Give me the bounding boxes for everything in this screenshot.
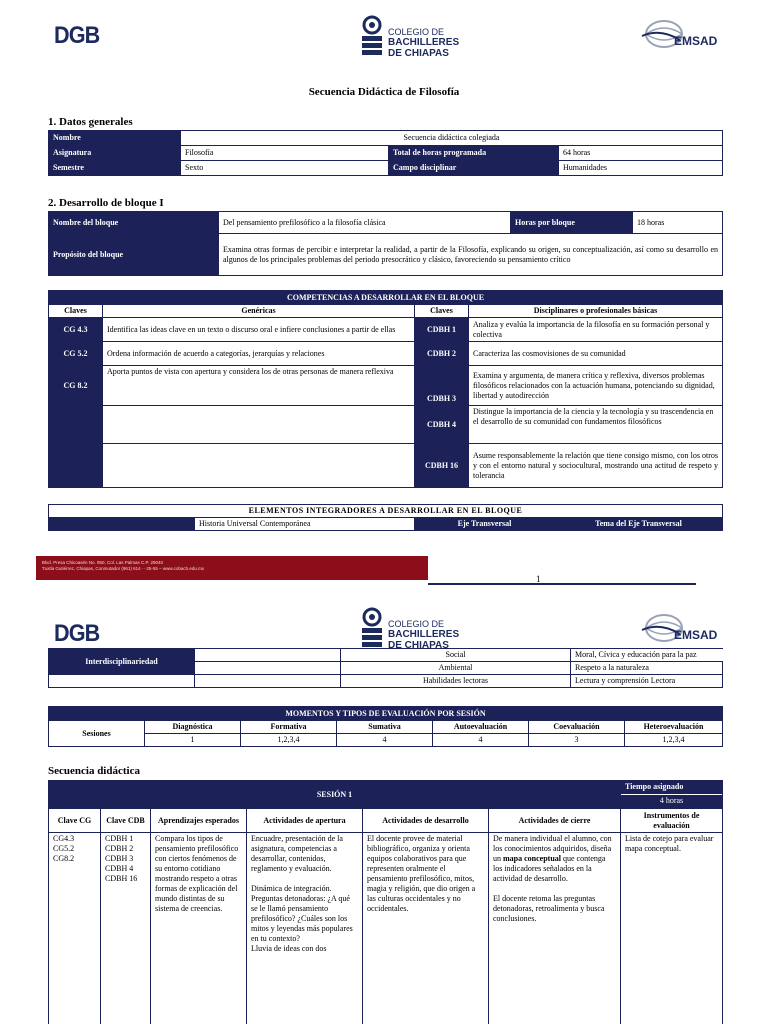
semestre-label: Semestre [49, 161, 181, 176]
apertura-cell [247, 833, 363, 1024]
nombre-bloque-value: Del pensamiento prefilosófico a la filosofía clásica [219, 212, 511, 234]
header-sumativa: Sumativa [337, 721, 433, 734]
cobach-logo-2 [360, 606, 460, 650]
valor-habilidades: Lectura y comprensión Lectora [571, 675, 723, 688]
page-number: 1 [536, 574, 541, 584]
footer-line2: Tuxtla Gutiérrez, Chiapas, Conmutador (961) 614 ···25-55 – www.cobach.edu.mx [42, 566, 205, 571]
cobach-line3: DE CHIAPAS [388, 640, 449, 651]
momentos-title: MOMENTOS Y TIPOS DE EVALUACIÓN POR SESIÓN [49, 707, 723, 721]
asignatura-label: Asignatura [49, 146, 181, 161]
generica-cell: Identifica las ideas clave en un texto o discurso oral e infiere conclusiones a partir de ellas [103, 318, 415, 342]
momentos-table [48, 706, 723, 747]
cobach-line2: BACHILLERES [388, 37, 460, 48]
cobach-emblem-icon [360, 606, 384, 648]
list-item: CG5.2 [53, 844, 75, 853]
proposito-label: Propósito del bloque [49, 234, 219, 276]
nombre-label: Nombre [49, 131, 181, 146]
list-item: CDBH 16 [105, 874, 138, 883]
col-disciplinares: Disciplinares o profesionales básicas [469, 305, 723, 318]
table-row [49, 366, 723, 406]
tipo-ambiental: Ambiental [341, 662, 571, 675]
clave-cg-list [49, 833, 101, 1024]
cierre-paragraph: El docente retoma las preguntas detonadoras, retroalimenta y busca conclusiones. [493, 894, 605, 923]
clave-cell [49, 444, 103, 488]
cierre-paragraph: De manera individual el alumno, con los conocimientos adquiridos, diseña un mapa conceptual que contenga los indicadores señalados en la actividad de desarrollo. [493, 834, 612, 883]
header-sesiones: Sesiones [49, 721, 145, 747]
clave2-cell: CDBH 1 [415, 318, 469, 342]
datos-generales-heading: 1. Datos generales [48, 116, 133, 128]
dgb-logo-2: DGB [54, 620, 100, 647]
list-item: CDBH 3 [105, 854, 134, 863]
list-item: CG8.2 [53, 854, 75, 863]
disciplinar-cell: Asume responsablemente la relación que tiene consigo mismo, con los otros y con el entorno natural y sociocultural, mostrando una actitud de respeto y tolerancia [469, 444, 723, 488]
clave-cell [49, 406, 103, 444]
campo-value: Humanidades [559, 161, 723, 176]
horas-bloque-value: 18 horas [633, 212, 723, 234]
page-divider [428, 583, 696, 585]
header-aprendizajes: Aprendizajes esperados [151, 809, 247, 833]
apertura-paragraph: Encuadre, presentación de la asignatura, competencias a desarrollar, contenidos, reglamento y evaluación. [251, 834, 343, 873]
value-autoevaluacion: 4 [433, 734, 529, 747]
cobach-logo [360, 14, 460, 58]
footer-line1: Blvd. Presa Chicoasén No. 950, Col. Las Palmas C.P. 29040 [42, 560, 163, 565]
header-autoevaluacion: Autoevaluación [433, 721, 529, 734]
elementos-title: ELEMENTOS INTEGRADORES A DESARROLLAR EN EL BLOQUE [49, 505, 723, 518]
list-item: CDBH 2 [105, 844, 134, 853]
clave2-cell: CDBH 2 [415, 342, 469, 366]
proposito-value: Examina otras formas de percibir e interpretar la realidad, a partir de la Filosofía, explicando su origen, su conceptualización, así como su desarrollo en algunos de los principales problemas del periodo presocrático y clásico, favoreciendo su pensamiento crítico [219, 234, 723, 276]
emsad-logo [640, 18, 716, 52]
header-clave-cdb: Clave CDB [101, 809, 151, 833]
valor-social: Moral, Cívica y educación para la paz [571, 649, 723, 662]
header-cierre: Actividades de cierre [489, 809, 621, 833]
generica-cell: Ordena información de acuerdo a categorías, jerarquías y relaciones [103, 342, 415, 366]
generica-cell: Aporta puntos de vista con apertura y considera los de otras personas de manera reflexiva [103, 366, 415, 406]
semestre-value: Sexto [181, 161, 389, 176]
tema-label: Tema del Eje Transversal [555, 518, 723, 531]
clave2-cell: CDBH 3 [415, 366, 469, 406]
emsad-text: EMSAD [674, 628, 718, 642]
apertura-paragraph: Preguntas detonadoras: ¿A qué se le llamó pensamiento prefilosófico? ¿Cuáles son los mitos y leyendas más populares en tu contexto? [251, 894, 353, 943]
apertura-paragraph: Lluvia de ideas con dos [251, 944, 327, 953]
cobach-line1: COLEGIO DE [388, 619, 445, 629]
footer-address [36, 556, 428, 580]
cobach-line2: BACHILLERES [388, 629, 460, 640]
clave2-cell: CDBH 4 [415, 406, 469, 444]
header-apertura: Actividades de apertura [247, 809, 363, 833]
disciplinar-cell: Distingue la importancia de la ciencia y la tecnología y su trascendencia en el desarrollo de su comunidad con fundamentos filosóficos [469, 406, 723, 444]
competencias-table [48, 290, 723, 488]
list-item: CDBH 1 [105, 834, 134, 843]
cobach-line3: DE CHIAPAS [388, 48, 449, 59]
header-coevaluacion: Coevaluación [529, 721, 625, 734]
interdisciplinariedad-table [48, 648, 723, 688]
campo-label: Campo disciplinar [389, 161, 559, 176]
header-diagnostica: Diagnóstica [145, 721, 241, 734]
tipo-habilidades: Habilidades lectoras [341, 675, 571, 688]
col-claves: Claves [49, 305, 103, 318]
list-item: CG4.3 [53, 834, 75, 843]
desarrollo-bloque-heading: 2. Desarrollo de bloque I [48, 197, 164, 209]
instrumentos-cell: Lista de cotejo para evaluar mapa conceptual. [621, 833, 723, 1024]
cobach-line1: COLEGIO DE [388, 27, 445, 37]
disciplinar-cell: Caracteriza las cosmovisiones de su comunidad [469, 342, 723, 366]
historia-value: Historia Universal Contemporánea [195, 518, 415, 531]
generica-cell [103, 406, 415, 444]
emsad-logo-2 [640, 612, 716, 646]
tiempo-label: Tiempo asignado [621, 781, 722, 795]
clave-cell: CG 8.2 [49, 366, 103, 406]
total-horas-label: Total de horas programada [389, 146, 559, 161]
eje-label: Eje Transversal [415, 518, 555, 531]
competencias-title: COMPETENCIAS A DESARROLLAR EN EL BLOQUE [49, 291, 723, 305]
value-sumativa: 4 [337, 734, 433, 747]
cobach-emblem-icon [360, 14, 384, 56]
apertura-paragraph: Dinámica de integración. [251, 884, 332, 893]
total-horas-value: 64 horas [559, 146, 723, 161]
datos-generales-table [48, 130, 723, 176]
table-row [49, 318, 723, 342]
value-coevaluacion: 3 [529, 734, 625, 747]
col-claves2: Claves [415, 305, 469, 318]
secuencia-heading: Secuencia didáctica [48, 765, 140, 777]
horas-bloque-label: Horas por bloque [511, 212, 633, 234]
table-row [49, 406, 723, 444]
value-heteroevaluacion: 1,2,3,4 [625, 734, 723, 747]
col-genericas: Genéricas [103, 305, 415, 318]
table-row [49, 444, 723, 488]
generica-cell [103, 444, 415, 488]
desarrollo-cell: El docente provee de material bibliográfico, organiza y orienta equipos colaborativos para que representen oralmente el pensamiento prefilosófico, mitos, magia y religión, que dio origen a las culturas occidentales y no occidentales. [363, 833, 489, 1024]
nombre-bloque-label: Nombre del bloque [49, 212, 219, 234]
tiempo-value: 4 horas [659, 796, 684, 805]
elementos-table [48, 504, 723, 531]
valor-ambiental: Respeto a la naturaleza [571, 662, 723, 675]
value-formativa: 1,2,3,4 [241, 734, 337, 747]
header-instrumentos: Instrumentos de evaluación [621, 809, 723, 833]
clave-cell: CG 4.3 [49, 318, 103, 342]
emsad-text: EMSAD [674, 34, 718, 48]
header-heteroevaluacion: Heteroevaluación [625, 721, 723, 734]
disciplinar-cell: Analiza y evalúa la importancia de la filosofía en su formación personal y colectiva [469, 318, 723, 342]
header-desarrollo: Actividades de desarrollo [363, 809, 489, 833]
clave2-cell: CDBH 16 [415, 444, 469, 488]
nombre-value: Secuencia didáctica colegiada [181, 131, 723, 146]
header-clave-cg: Clave CG [49, 809, 101, 833]
asignatura-value: Filosofía [181, 146, 389, 161]
value-diagnostica: 1 [145, 734, 241, 747]
clave-cell: CG 5.2 [49, 342, 103, 366]
dgb-logo: DGB [54, 22, 100, 49]
table-row [49, 342, 723, 366]
header-formativa: Formativa [241, 721, 337, 734]
cierre-cell [489, 833, 621, 1024]
desarrollo-bloque-table [48, 211, 723, 276]
disciplinar-cell: Examina y argumenta, de manera crítica y reflexiva, diversos problemas filosóficos relacionados con la actuación humana, potenciando su dignidad, libertad y autodirección [469, 366, 723, 406]
clave-cdb-list [101, 833, 151, 1024]
secuencia-table [48, 780, 723, 1024]
aprendizajes-cell: Compara los tipos de pensamiento prefilosófico con ciertos fenómenos de su entorno cotidiano mostrando respeto a otras formas de explicación del mundo distintas de su sistema de creencias. [151, 833, 247, 1024]
interdisciplinariedad-label: Interdisciplinariedad [49, 649, 195, 675]
list-item: CDBH 4 [105, 864, 134, 873]
document-title: Secuencia Didáctica de Filosofía [308, 86, 460, 98]
tipo-social: Social [341, 649, 571, 662]
sesion-label: SESIÓN 1 [49, 781, 621, 809]
